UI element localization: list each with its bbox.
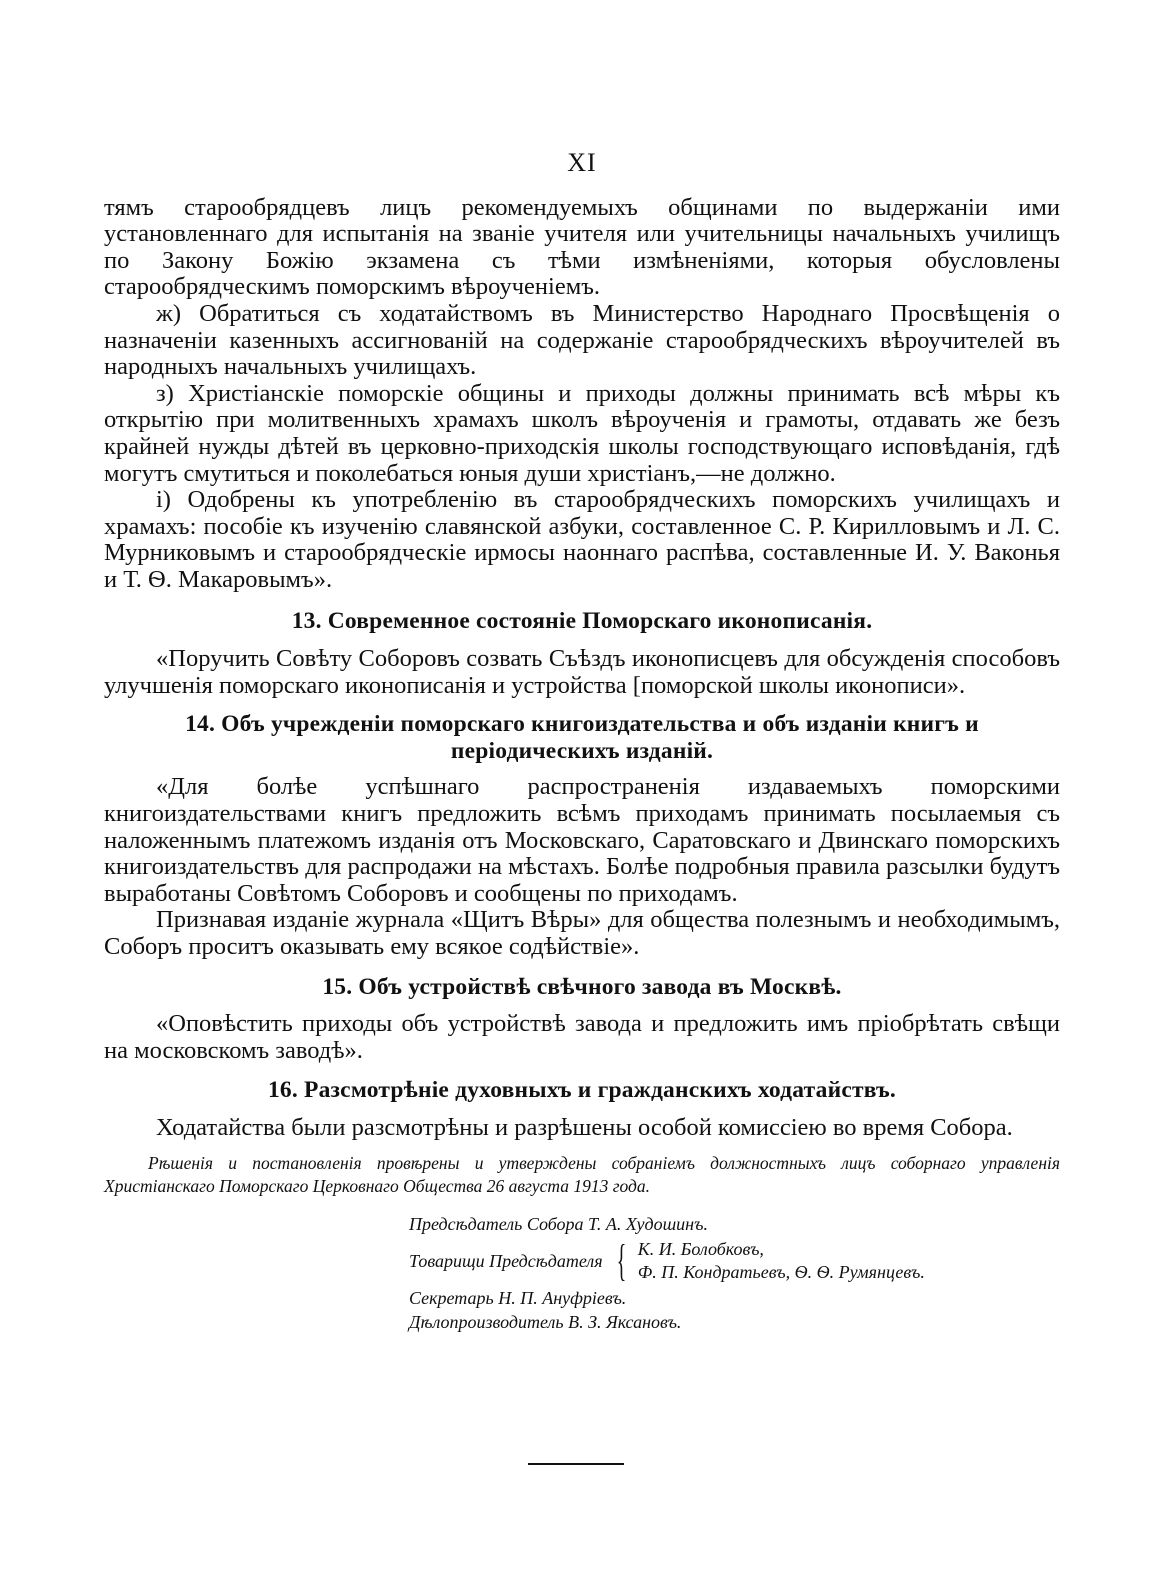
section-13-text: «Поручить Совѣту Соборовъ созвать Съѣздъ иконописцевъ для обсужденiя способовъ улучшенiя поморскаго иконописанiя и устройства [поморской школы иконописи». xyxy=(104,645,1060,699)
closing-divider xyxy=(528,1463,624,1465)
section-16-text: Ходатайства были разсмотрѣны и разрѣшены особой комиссiею во время Собора. xyxy=(156,1114,1013,1141)
section-15-heading: 15. Объ устройствѣ свѣчного завода въ Москвѣ. xyxy=(322,973,842,1000)
section-14-text-1: «Для болѣе успѣшнаго распространенiя издаваемыхъ поморскими книгоиздательствами книгъ предложить всѣмъ приходамъ принимать посылаемыя съ наложеннымъ платежомъ изданiя отъ Московскаго, Саратовскаго и Двинскаго поморскихъ книгоиздательствъ для распродажи на мѣстахъ. Болѣе подробныя правила разсылки будутъ выработаны Совѣтомъ Соборовъ и сообщены по приходамъ. xyxy=(104,773,1060,907)
signature-secretary: Секретарь Н. П. Ануфрiевъ. xyxy=(409,1287,627,1308)
section-14-heading: 14. Объ учрежденiи поморскаго книгоиздательства и объ изданiи книгъ и перiодическихъ изданiй. xyxy=(185,711,979,764)
paragraph-item-z: з) Христiанскiе поморскiе общины и приходы должны принимать всѣ мѣры къ открытiю при молитвенныхъ храмахъ школъ вѣроученiя и грамоты, отдавать же безъ крайней нужды дѣтей въ церковно-приходскiя школы господствующаго исповѣданiя, гдѣ могутъ смутиться и поколебаться юныя души христiанъ,—не должно. xyxy=(104,379,1060,487)
paragraph-item-zh: ж) Обратиться съ ходатайствомъ въ Министерство Народнаго Просвѣщенiя о назначенiи казенныхъ ассигнованiй на содержанiе старообрядческихъ вѣроучителей въ народныхъ начальныхъ училищахъ. xyxy=(104,299,1060,381)
signature-deputies xyxy=(409,1235,1060,1285)
section-14-text-2: Признавая изданiе журнала «Щитъ Вѣры» для общества полезнымъ и необходимымъ, Соборъ проситъ оказывать ему всякое содѣйствiе». xyxy=(104,906,1060,961)
deputy-name-1: К. И. Болобковъ, xyxy=(637,1238,764,1259)
signature-chairman: Предсѣдатель Собора Т. А. Худошинъ. xyxy=(409,1213,708,1234)
paragraph-continuation: тямъ старообрядцевъ лицъ рекомендуемыхъ общинами по выдержанiи ими установленнаго для испытанiя на званiе учителя или учительницы начальныхъ училищъ по Закону Божiю экзамена съ тѣми измѣненiями, которыя обусловлены старообрядческимъ поморскимъ вѣроученiемъ. xyxy=(104,193,1060,301)
section-16-heading: 16. Разсмотрѣнiе духовныхъ и гражданскихъ ходатайствъ. xyxy=(267,1077,896,1104)
curly-brace-icon: { xyxy=(616,1235,626,1285)
paragraph-item-i: i) Одобрены къ употребленiю въ старообрядческихъ поморскихъ училищахъ и храмахъ: пособiе къ изученiю славянской азбуки, составленное С. Р. Кирилловымъ и Л. С. Мурниковымъ и старообрядческiе ирмосы наоннаго распѣва, составленные И. У. Ваконья и Т. Ѳ. Макаровымъ». xyxy=(104,486,1060,593)
section-15-text: «Оповѣстить приходы объ устройствѣ завода и предложить имъ прiобрѣтать свѣщи на московскомъ заводѣ». xyxy=(104,1010,1060,1064)
document-page xyxy=(104,150,1060,1334)
deputy-name-2: Ф. П. Кондратьевъ, Ѳ. Ѳ. Румянцевъ. xyxy=(637,1261,925,1282)
page-number: XI xyxy=(567,148,597,177)
signature-clerk: Дѣлопроизводитель В. З. Яксановъ. xyxy=(409,1311,682,1332)
deputies-names xyxy=(638,1238,925,1284)
section-13-heading: 13. Современное состоянiе Поморскаго иконописанiя. xyxy=(291,607,873,634)
resolution-note: Рѣшенiя и постановленiя провѣрены и утверждены собранiемъ должностныхъ лицъ соборнаго управленiя Христiанскаго Поморскаго Церковнаго Общества 26 августа 1913 года. xyxy=(104,1152,1060,1196)
deputies-label: Товарищи Предсѣдателя xyxy=(409,1250,603,1271)
signatures-block xyxy=(409,1212,1060,1334)
